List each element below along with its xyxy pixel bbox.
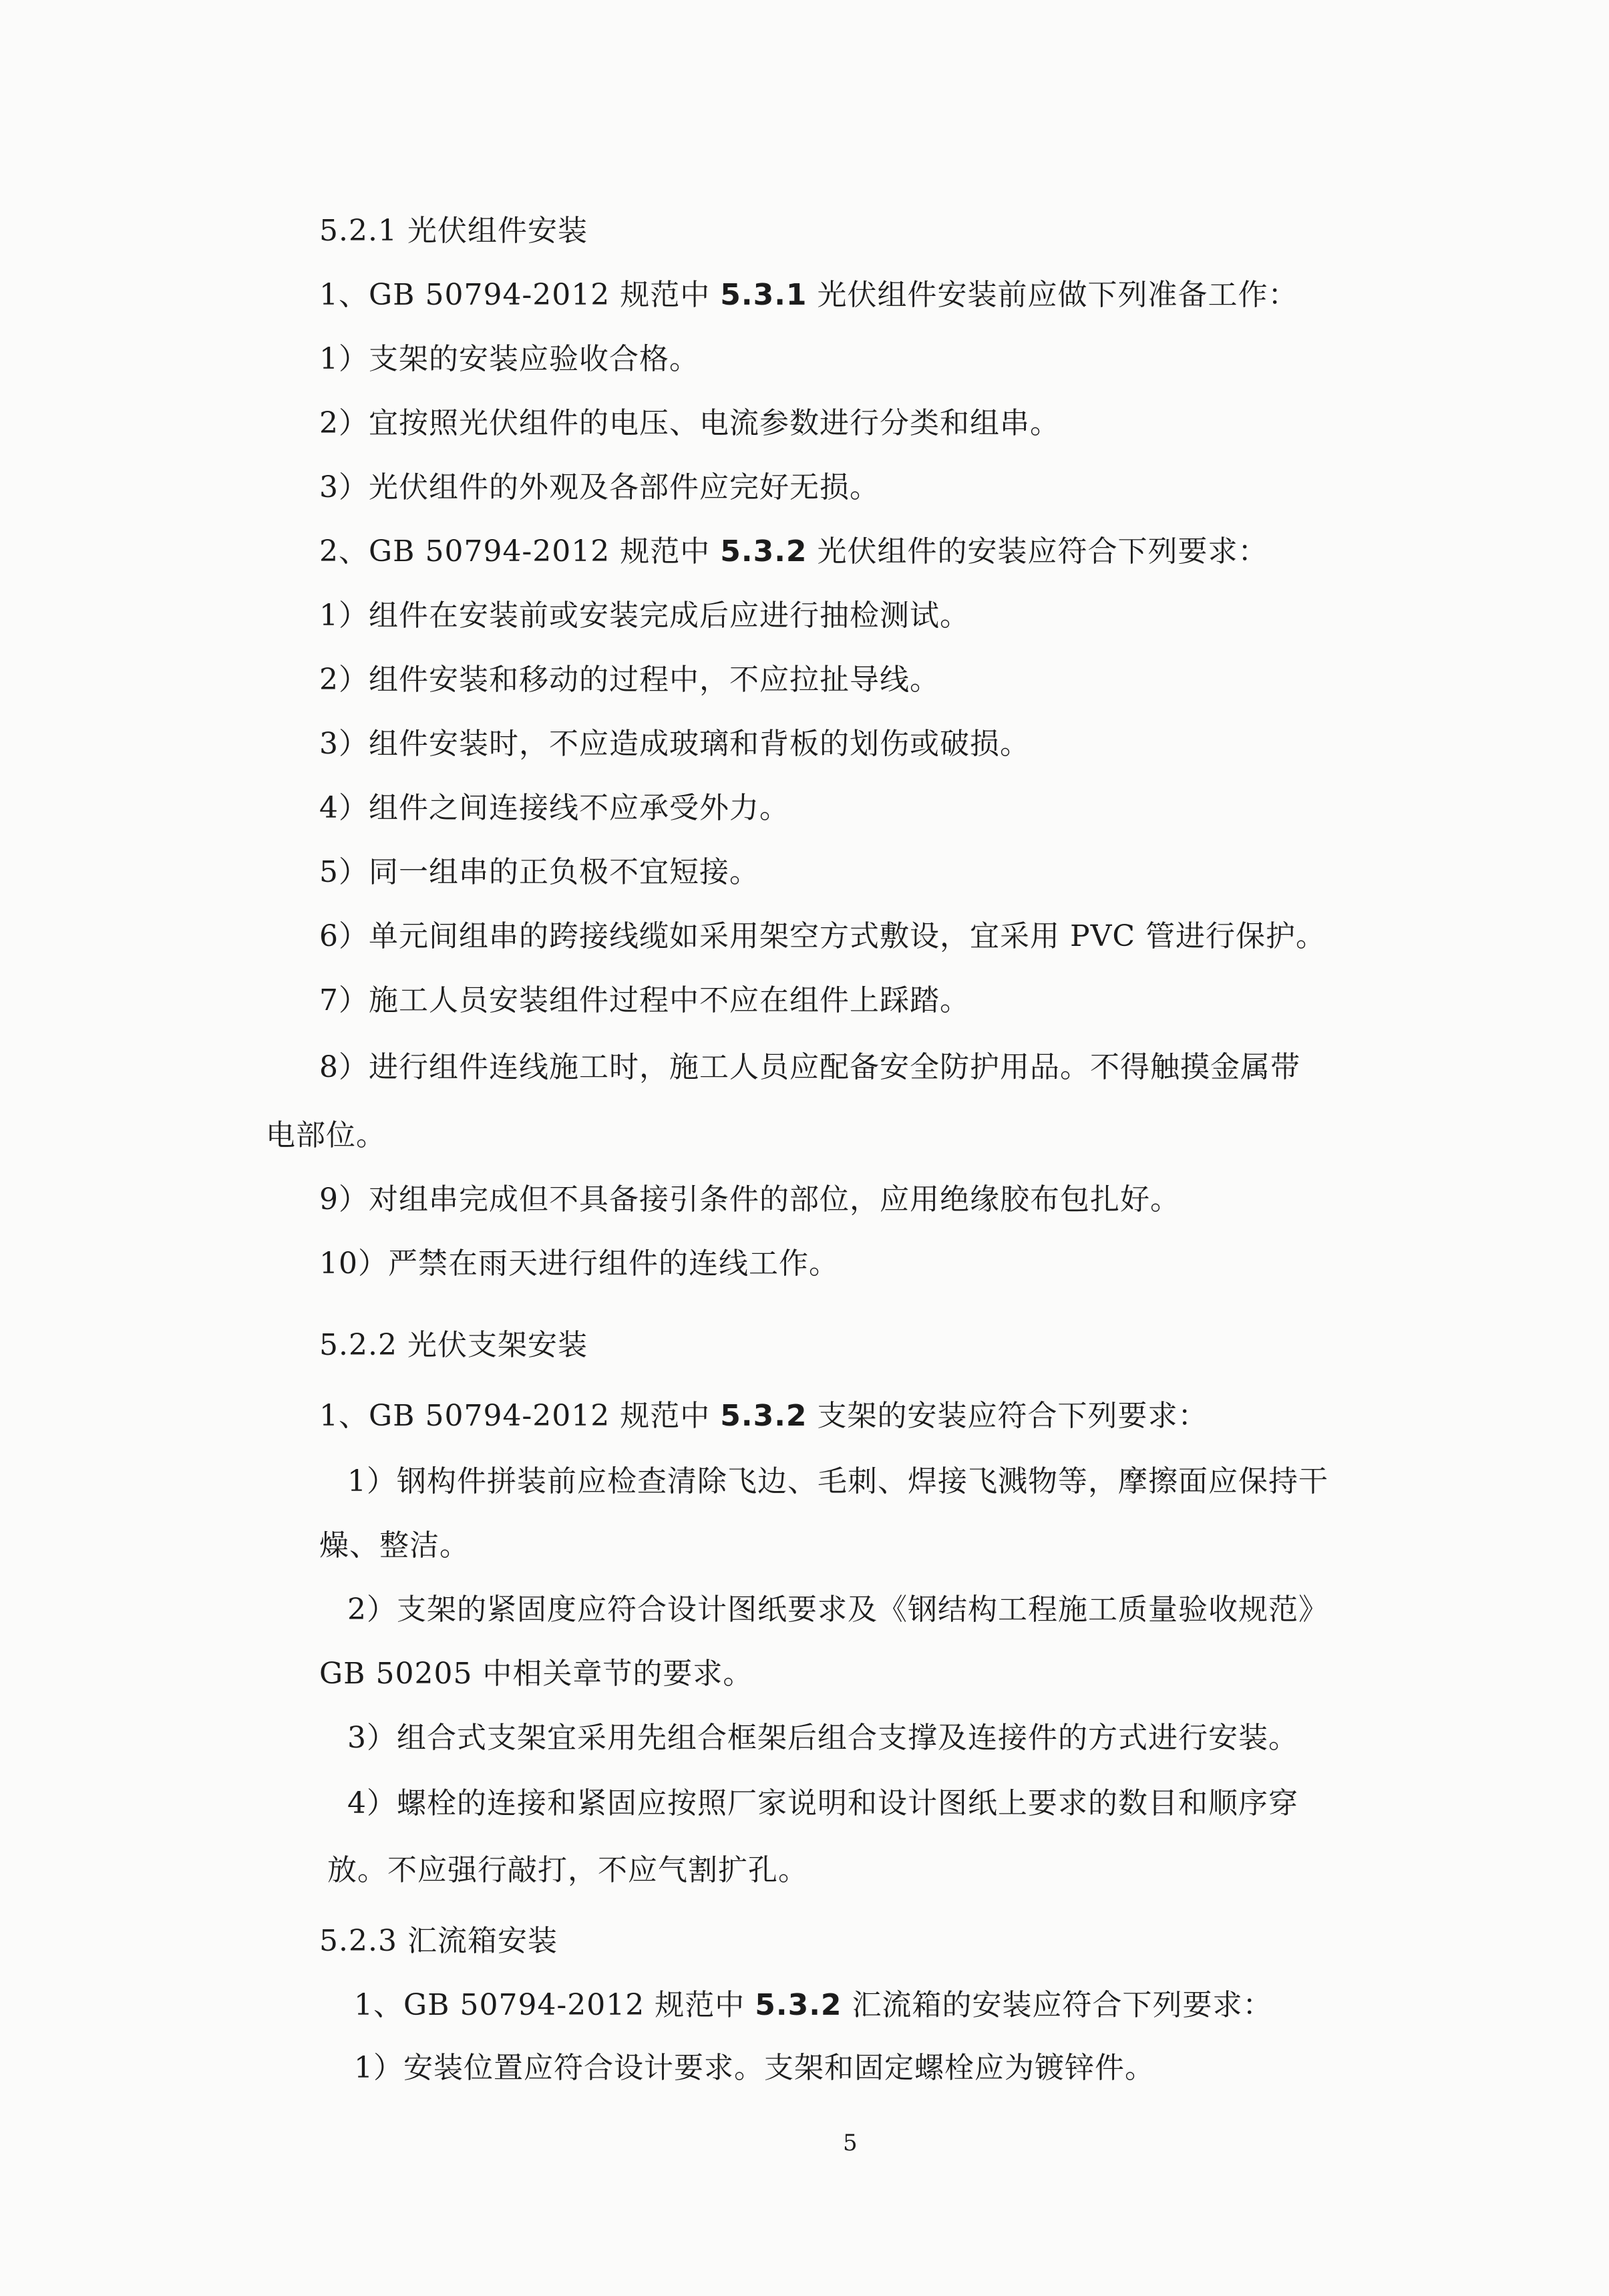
paragraph-line: 4）组件之间连接线不应承受外力。	[319, 791, 789, 825]
paragraph-line: 电部位。	[266, 1118, 386, 1152]
paragraph-line: 8）进行组件连线施工时，施工人员应配备安全防护用品。不得触摸金属带	[319, 1050, 1300, 1084]
paragraph-line: 1）安装位置应符合设计要求。支架和固定螺栓应为镀锌件。	[354, 2051, 1155, 2085]
paragraph-line: 3）组合式支架宜采用先组合框架后组合支撑及连接件的方式进行安装。	[347, 1721, 1298, 1755]
paragraph-line: 1、GB 50794-2012 规范中 5.3.1 光伏组件安装前应做下列准备工作：	[319, 278, 1298, 312]
paragraph-line: 1）钢构件拼装前应检查清除飞边、毛刺、焊接飞溅物等，摩擦面应保持干	[347, 1464, 1328, 1498]
paragraph-line: 1、GB 50794-2012 规范中 5.3.2 汇流箱的安装应符合下列要求：	[354, 1988, 1273, 2022]
paragraph-line: 10）严禁在雨天进行组件的连线工作。	[319, 1247, 839, 1281]
section-heading: 5.2.3 汇流箱安装	[319, 1924, 558, 1958]
paragraph-line: 2）支架的紧固度应符合设计图纸要求及《钢结构工程施工质量验收规范》	[347, 1593, 1328, 1627]
paragraph-line: 5）同一组串的正负极不宜短接。	[319, 855, 759, 889]
paragraph-line: 2、GB 50794-2012 规范中 5.3.2 光伏组件的安装应符合下列要求：	[319, 534, 1268, 568]
paragraph-line: 放。不应强行敲打，不应气割扩孔。	[327, 1853, 808, 1887]
paragraph-line: 1、GB 50794-2012 规范中 5.3.2 支架的安装应符合下列要求：	[319, 1399, 1208, 1433]
paragraph-line: 3）光伏组件的外观及各部件应完好无损。	[319, 470, 880, 504]
paragraph-line: 燥、整洁。	[319, 1528, 470, 1563]
paragraph-line: GB 50205 中相关章节的要求。	[319, 1657, 753, 1691]
paragraph-line: 7）施工人员安装组件过程中不应在组件上踩踏。	[319, 983, 970, 1017]
section-heading: 5.2.2 光伏支架安装	[319, 1328, 588, 1362]
paragraph-line: 4）螺栓的连接和紧固应按照厂家说明和设计图纸上要求的数目和顺序穿	[347, 1786, 1298, 1820]
paragraph-line: 1）组件在安装前或安装完成后应进行抽检测试。	[319, 599, 970, 633]
page-number: 5	[843, 2130, 858, 2156]
paragraph-line: 2）组件安装和移动的过程中，不应拉扯导线。	[319, 663, 940, 697]
paragraph-line: 9）对组串完成但不具备接引条件的部位，应用绝缘胶布包扎好。	[319, 1182, 1180, 1216]
section-heading: 5.2.1 光伏组件安装	[319, 214, 588, 248]
paragraph-line: 1）支架的安装应验收合格。	[319, 342, 699, 376]
paragraph-line: 2）宜按照光伏组件的电压、电流参数进行分类和组串。	[319, 406, 1060, 440]
paragraph-line: 3）组件安装时，不应造成玻璃和背板的划伤或破损。	[319, 727, 1030, 761]
paragraph-line: 6）单元间组串的跨接线缆如采用架空方式敷设，宜采用 PVC 管进行保护。	[319, 919, 1326, 953]
